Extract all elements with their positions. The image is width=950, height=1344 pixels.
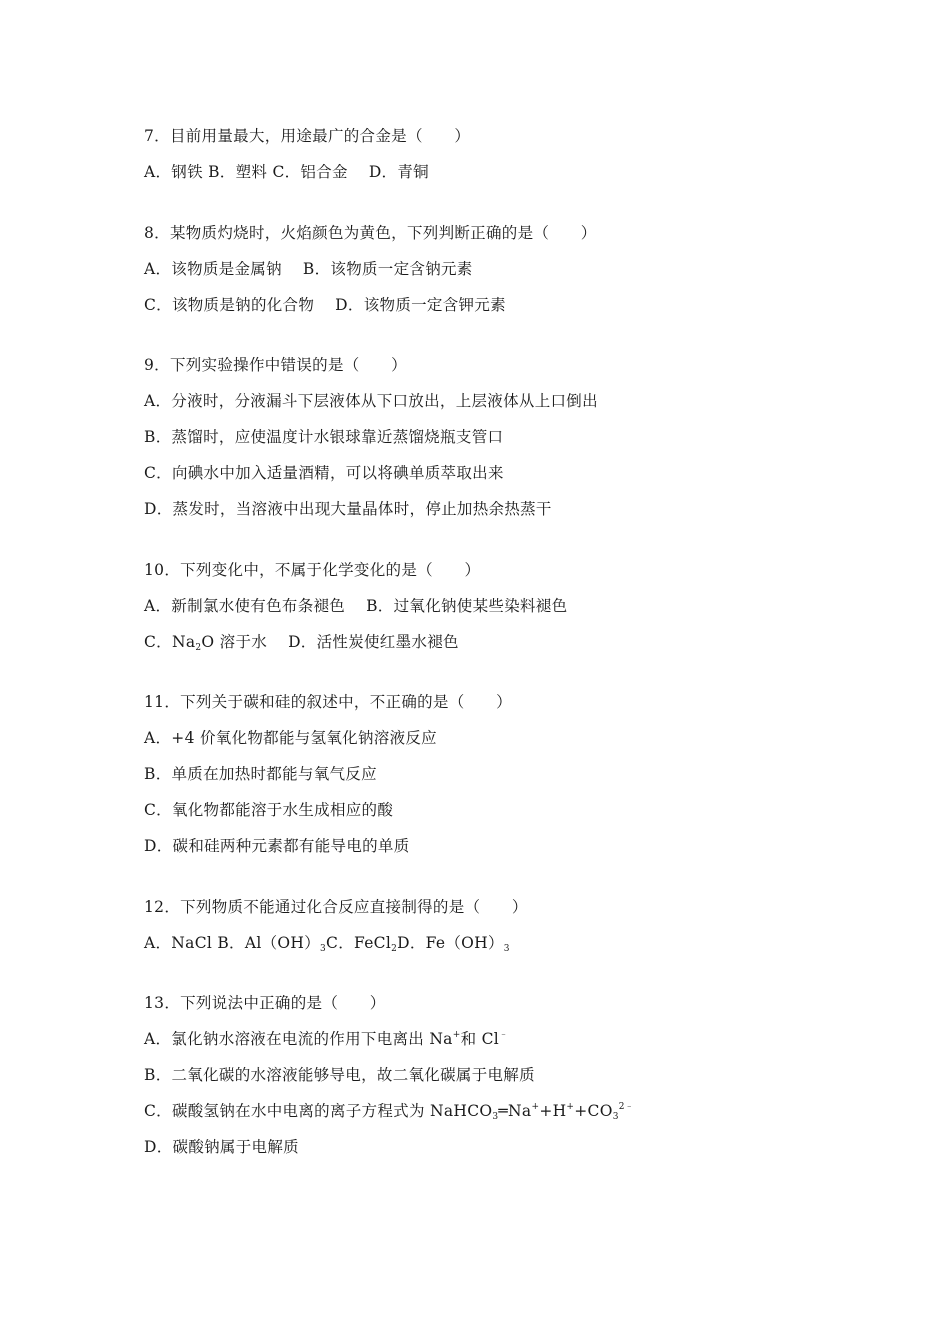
question-stem: 7．目前用量最大，用途最广的合金是（ ） bbox=[144, 127, 471, 145]
question-13 bbox=[144, 991, 904, 1171]
question-option-b: B．单质在加热时都能与氧气反应 bbox=[144, 765, 377, 783]
question-option-b: B．蒸馏时，应使温度计水银球靠近蒸馏烧瓶支管口 bbox=[144, 428, 504, 446]
option-text: D．Fe（OH） bbox=[397, 934, 504, 952]
question-stem: 10．下列变化中，不属于化学变化的是（ ） bbox=[144, 561, 481, 579]
question-options bbox=[144, 931, 904, 967]
option-text: A．NaCl B．Al（OH） bbox=[144, 934, 321, 952]
question-option-cd bbox=[144, 630, 904, 666]
subscript: 3 bbox=[492, 1112, 499, 1122]
subscript: 3 bbox=[612, 1112, 619, 1122]
question-9 bbox=[144, 353, 904, 533]
question-10 bbox=[144, 558, 904, 666]
question-option-b: B．二氧化碳的水溶液能够导电，故二氧化碳属于电解质 bbox=[144, 1066, 535, 1084]
superscript: + bbox=[452, 1030, 461, 1040]
option-text: C．碳酸氢钠在水中电离的离子方程式为 NaHCO bbox=[144, 1102, 493, 1120]
superscript: 2﹣ bbox=[618, 1102, 635, 1112]
subscript: 3 bbox=[320, 944, 327, 954]
question-option-c: C．氧化物都能溶于水生成相应的酸 bbox=[144, 801, 394, 819]
question-options: A．钢铁 B．塑料 C．铝合金 D．青铜 bbox=[144, 163, 429, 181]
question-option-a: A．+4 价氧化物都能与氢氧化钠溶液反应 bbox=[144, 729, 437, 747]
subscript: 3 bbox=[503, 944, 510, 954]
superscript: + bbox=[566, 1102, 575, 1112]
question-stem: 11．下列关于碳和硅的叙述中，不正确的是（ ） bbox=[144, 693, 512, 711]
question-option-d: D．碳酸钠属于电解质 bbox=[144, 1138, 299, 1156]
question-option-a bbox=[144, 1027, 904, 1063]
option-text: +CO bbox=[574, 1102, 613, 1120]
option-text: 和 Cl bbox=[460, 1030, 500, 1048]
question-option-a: A．分液时，分液漏斗下层液体从下口放出，上层液体从上口倒出 bbox=[144, 392, 598, 410]
question-stem: 12．下列物质不能通过化合反应直接制得的是（ ） bbox=[144, 898, 528, 916]
question-option-ab: A．该物质是金属钠 B．该物质一定含钠元素 bbox=[144, 260, 473, 278]
option-text: O 溶于水 D．活性炭使红墨水褪色 bbox=[201, 633, 459, 651]
question-option-d: D．碳和硅两种元素都有能导电的单质 bbox=[144, 837, 410, 855]
question-stem: 9．下列实验操作中错误的是（ ） bbox=[144, 356, 407, 374]
question-stem: 8．某物质灼烧时，火焰颜色为黄色，下列判断正确的是（ ） bbox=[144, 224, 597, 242]
subscript: 2 bbox=[391, 944, 398, 954]
question-option-cd: C．该物质是钠的化合物 D．该物质一定含钾元素 bbox=[144, 296, 506, 314]
option-text: +H bbox=[539, 1102, 567, 1120]
question-option-c bbox=[144, 1099, 904, 1135]
superscript: + bbox=[531, 1102, 540, 1112]
question-option-ab: A．新制氯水使有色布条褪色 B．过氧化钠使某些染料褪色 bbox=[144, 597, 568, 615]
question-11 bbox=[144, 690, 904, 870]
option-text: A．氯化钠水溶液在电流的作用下电离出 Na bbox=[144, 1030, 453, 1048]
question-8 bbox=[144, 221, 904, 329]
question-7 bbox=[144, 124, 904, 196]
option-text: C．Na bbox=[144, 633, 196, 651]
question-option-d: D．蒸发时，当溶液中出现大量晶体时，停止加热余热蒸干 bbox=[144, 500, 552, 518]
question-stem: 13．下列说法中正确的是（ ） bbox=[144, 994, 386, 1012]
option-text: ═Na bbox=[498, 1102, 532, 1120]
question-option-c: C．向碘水中加入适量酒精，可以将碘单质萃取出来 bbox=[144, 464, 504, 482]
question-12 bbox=[144, 895, 904, 967]
option-text: C．FeCl bbox=[326, 934, 392, 952]
subscript: 2 bbox=[195, 643, 202, 653]
superscript: ﹣ bbox=[499, 1030, 509, 1040]
